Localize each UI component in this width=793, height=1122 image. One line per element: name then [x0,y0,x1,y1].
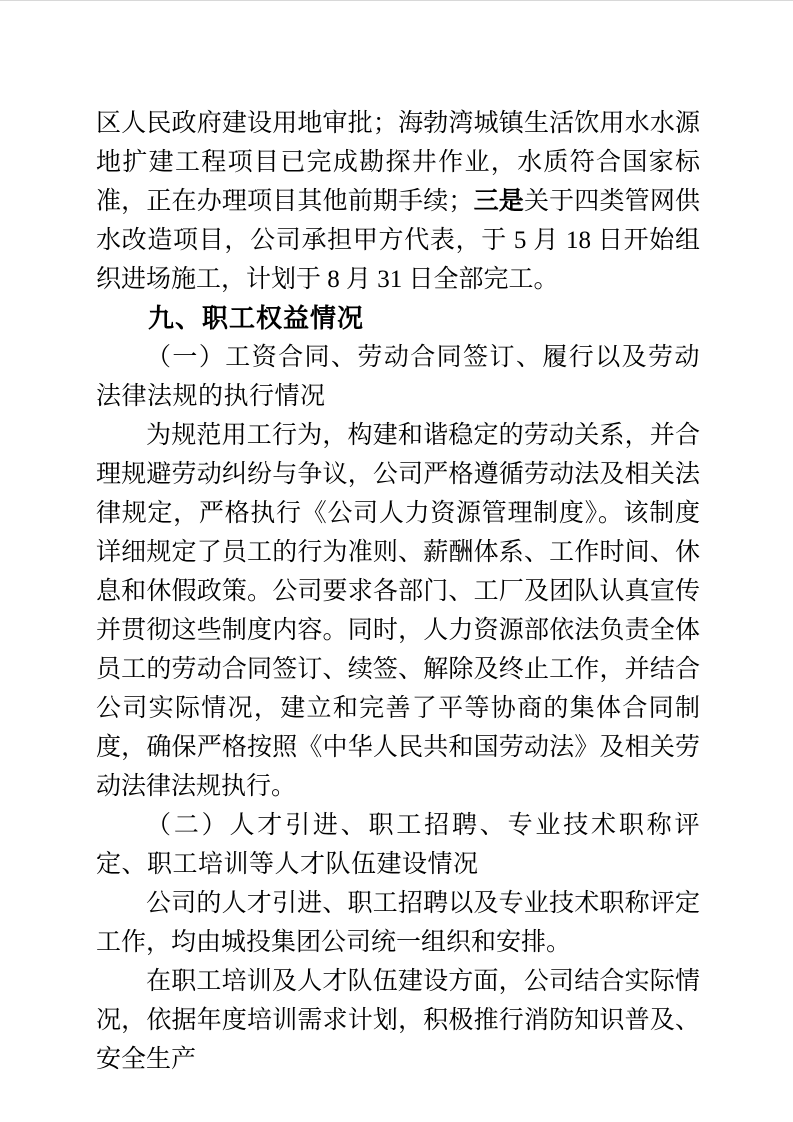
text-segment: （二）人才引进、职工招聘、专业技术职称评定、职工培训等人才队伍建设情况 [96,812,700,878]
bold-text-segment: 三是 [473,187,524,215]
body-paragraph [96,884,700,962]
text-segment: 在职工培训及人才队伍建设方面，公司结合实际情况，依据年度培训需求计划，积极推行消防知识普及、安全生产 [96,968,700,1073]
bold-text-segment: 九、职工权益情况 [148,303,365,333]
body-paragraph [96,416,700,806]
text-segment: 关于四类管网供水改造项目，公司承担甲方代表，于 5 月 18 日开始组织进场施工，计划于 8 月 31 日全部完工。 [96,188,700,293]
text-segment: （一）工资合同、劳动合同签订、履行以及劳动法律法规的执行情况 [96,344,700,410]
text-segment: 为规范用工行为，构建和谐稳定的劳动关系，并合理规避劳动纠纷与争议，公司严格遵循劳动法及相关法律规定，严格执行《公司人力资源管理制度》。该制度详细规定了员工的行为准则、薪酬体系、工作时间、休息和休假政策。公司要求各部门、工厂及团队认真宣传并贯彻这些制度内容。同时，人力资源部依法负责全体员工的劳动合同签订、续签、解除及终止工作，并结合公司实际情况，建立和完善了平等协商的集体合同制度，确保严格按照《中华人民共和国劳动法》及相关劳动法律法规执行。 [96,422,700,800]
text-segment: 公司的人才引进、职工招聘以及专业技术职称评定工作，均由城投集团公司统一组织和安排。 [96,890,700,956]
subsection-heading [96,338,700,416]
section-heading [96,299,700,338]
body-paragraph [96,104,700,299]
text-segment: 区人民政府建设用地审批；海勃湾城镇生活饮用水水源地扩建工程项目已完成勘探井作业，水质符合国家标准，正在办理项目其他前期手续； [96,110,700,215]
body-paragraph [96,962,700,1079]
subsection-heading [96,806,700,884]
document-text-block [96,104,700,1079]
